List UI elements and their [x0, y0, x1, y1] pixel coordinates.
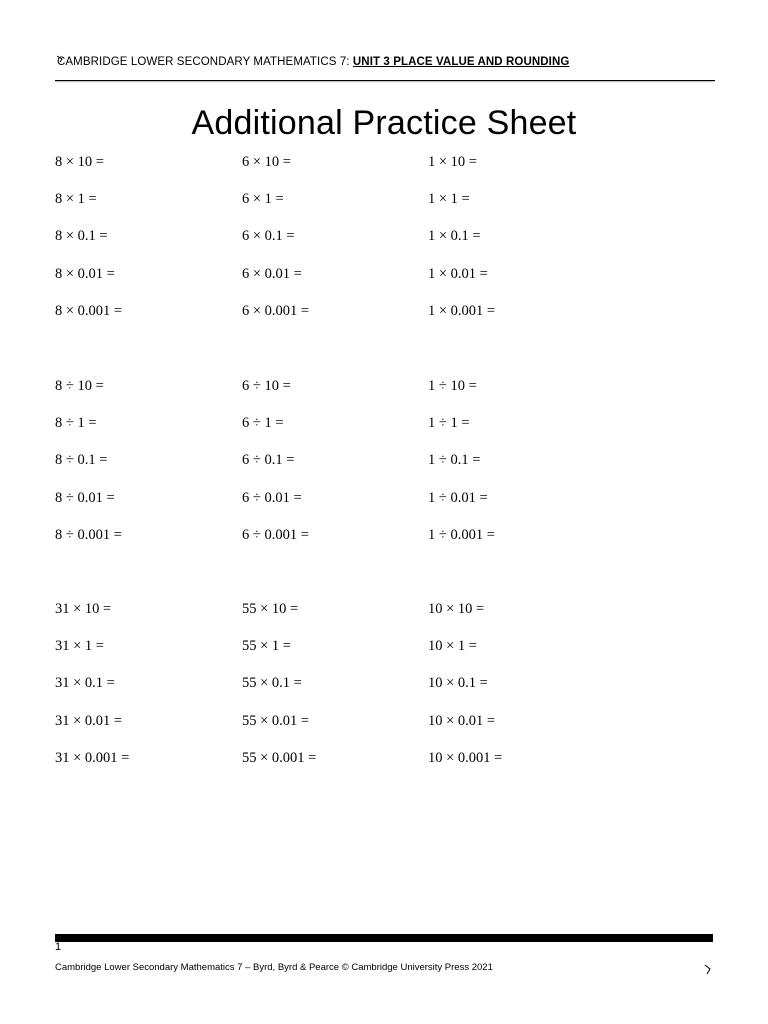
- problem-item: 8 ÷ 0.01 =: [55, 489, 115, 506]
- problem-item: 8 × 0.01 =: [55, 265, 115, 282]
- problem-item: 6 ÷ 10 =: [242, 378, 291, 394]
- problem-item: 8 × 1 =: [55, 191, 97, 208]
- problem-item: 1 ÷ 1 =: [428, 415, 470, 432]
- problem-item: 55 × 0.01 =: [242, 712, 310, 729]
- problem-item: 55 × 0.001 =: [242, 749, 317, 766]
- problem-item: 55 × 0.1 =: [242, 675, 302, 692]
- problem-item: 8 × 10 =: [55, 154, 104, 170]
- problem-item: 6 × 0.01 =: [242, 265, 302, 282]
- problem-item: 55 × 1 =: [242, 638, 291, 655]
- problem-item: 31 × 10 =: [55, 601, 112, 617]
- problem-item: 8 ÷ 10 =: [55, 378, 104, 394]
- problem-item: 1 × 1 =: [428, 191, 470, 208]
- footer-bar: [55, 934, 713, 942]
- problem-item: 1 × 10 =: [428, 154, 477, 170]
- problem-item: 1 ÷ 0.001 =: [428, 526, 495, 543]
- problem-item: 6 ÷ 1 =: [242, 415, 284, 432]
- problem-item: 10 × 1 =: [428, 638, 477, 655]
- header-book-title: CAMBRIDGE LOWER SECONDARY MATHEMATICS 7:: [57, 56, 353, 68]
- problem-item: 10 × 0.001 =: [428, 749, 503, 766]
- problem-item: 31 × 0.01 =: [55, 712, 123, 729]
- problem-item: 10 × 0.1 =: [428, 675, 488, 692]
- problem-item: 10 × 0.01 =: [428, 712, 496, 729]
- problem-item: 8 × 0.1 =: [55, 228, 108, 245]
- problem-item: 1 × 0.1 =: [428, 228, 481, 245]
- problem-item: 8 ÷ 0.001 =: [55, 526, 122, 543]
- problem-item: 8 ÷ 0.1 =: [55, 452, 108, 469]
- footer-copyright: Cambridge Lower Secondary Mathematics 7 – Byrd, Byrd & Pearce © Cambridge University Press 2021: [55, 962, 493, 973]
- problem-item: 1 ÷ 0.1 =: [428, 452, 481, 469]
- corner-crop-mark-bottom: [704, 964, 713, 975]
- problem-item: 1 × 0.001 =: [428, 302, 496, 319]
- problem-item: 8 ÷ 1 =: [55, 415, 97, 432]
- problem-item: 6 × 1 =: [242, 191, 284, 208]
- problem-item: 6 ÷ 0.01 =: [242, 489, 302, 506]
- problem-item: 8 × 0.001 =: [55, 302, 123, 319]
- problem-item: 55 × 10 =: [242, 601, 299, 617]
- problem-item: 1 × 0.01 =: [428, 265, 488, 282]
- problem-item: 10 × 10 =: [428, 601, 485, 617]
- problem-item: 1 ÷ 0.01 =: [428, 489, 488, 506]
- header-unit-title: UNIT 3 PLACE VALUE AND ROUNDING: [352, 56, 570, 68]
- problem-item: 31 × 1 =: [55, 638, 104, 655]
- problem-item: 6 × 0.1 =: [242, 228, 295, 245]
- page-title: Additional Practice Sheet: [191, 104, 577, 142]
- page-number: 1: [55, 941, 62, 953]
- problem-item: 6 × 10 =: [242, 154, 291, 170]
- problem-item: 31 × 0.001 =: [55, 749, 130, 766]
- problem-item: 1 ÷ 10 =: [428, 378, 477, 394]
- header-rule: [55, 80, 715, 81]
- problem-item: 6 × 0.001 =: [242, 302, 310, 319]
- problem-item: 6 ÷ 0.1 =: [242, 452, 295, 469]
- running-header: [57, 56, 717, 68]
- problem-item: 6 ÷ 0.001 =: [242, 526, 309, 543]
- problem-item: 31 × 0.1 =: [55, 675, 115, 692]
